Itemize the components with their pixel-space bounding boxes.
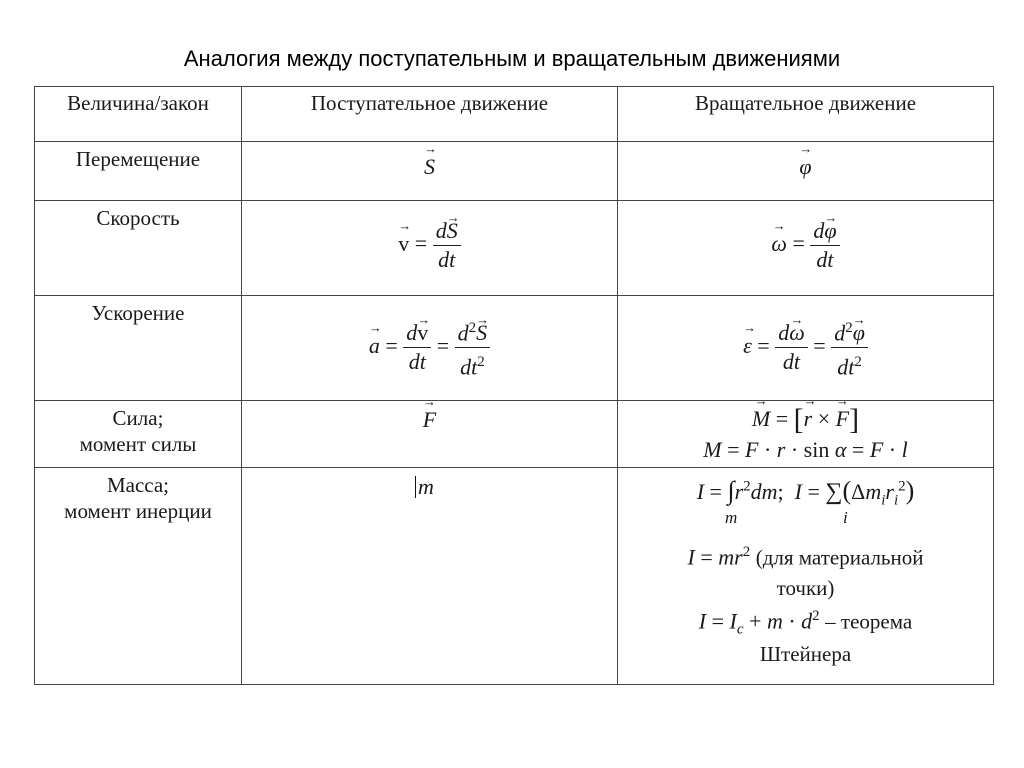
header-rotational: Вращательное движение [694, 91, 917, 115]
row-label-acceleration: Ускорение [35, 296, 242, 400]
header-row [35, 87, 993, 142]
table-row-force [35, 401, 993, 468]
header-quantity: Величина/закон [35, 87, 242, 141]
formula-mass: m [415, 474, 434, 500]
formula-angular-velocity: → ω = $\frac{d\to \varphi}{dt}$ [618, 217, 993, 274]
formula-acceleration: → a = $\frac{d\to v}{dt}$ = $\frac{d^2\to S}{dt^2}$ [242, 314, 617, 382]
formula-force: → F [242, 407, 617, 433]
table-row-mass [35, 468, 993, 685]
integral-limit-m: m [725, 508, 738, 527]
sum-index-i: i [843, 508, 848, 527]
text-cursor [415, 476, 416, 498]
note-steiner: Штейнера [759, 642, 852, 666]
header-translational: Поступательное движение [242, 87, 618, 141]
analogy-table [34, 86, 994, 685]
row-label-mass: Масса; момент инерции [35, 468, 242, 684]
formula-torque-magnitude: M = F · r · sin α = F · l [703, 437, 908, 462]
formula-moment-of-inertia: $I = \int r^2dm$; $I = \sum(\Delta m_ir_i^2)$ [696, 476, 915, 509]
formula-steiner-theorem: $I = I_c + m \cdot d^2$ – теорема [698, 608, 913, 638]
formula-angular-acceleration: → ε = $\frac{d\to \omega}{dt}$ = $\frac{d^2\to \varphi}{dt^2}$ [618, 314, 993, 382]
formula-displacement-vector: → S [242, 154, 617, 180]
formula-torque-vector: → M = [→ r × → F] [618, 403, 993, 437]
table-row-velocity [35, 201, 993, 296]
formula-point-inertia: $I = mr^2$ (для материальной [687, 544, 924, 570]
row-label-velocity: Скорость [35, 201, 242, 295]
formula-angular-displacement: → φ [618, 154, 993, 180]
slide-title: Аналогия между поступательным и вращательным движениями [183, 46, 841, 71]
table-row-displacement [35, 142, 993, 201]
note-material-point: точки) [776, 576, 835, 600]
row-label-force: Сила; момент силы [35, 401, 242, 467]
formula-velocity: → v = $\frac{d\to S}{dt}$ [242, 217, 617, 274]
row-label-displacement: Перемещение [35, 142, 242, 200]
table-row-acceleration [35, 296, 993, 401]
